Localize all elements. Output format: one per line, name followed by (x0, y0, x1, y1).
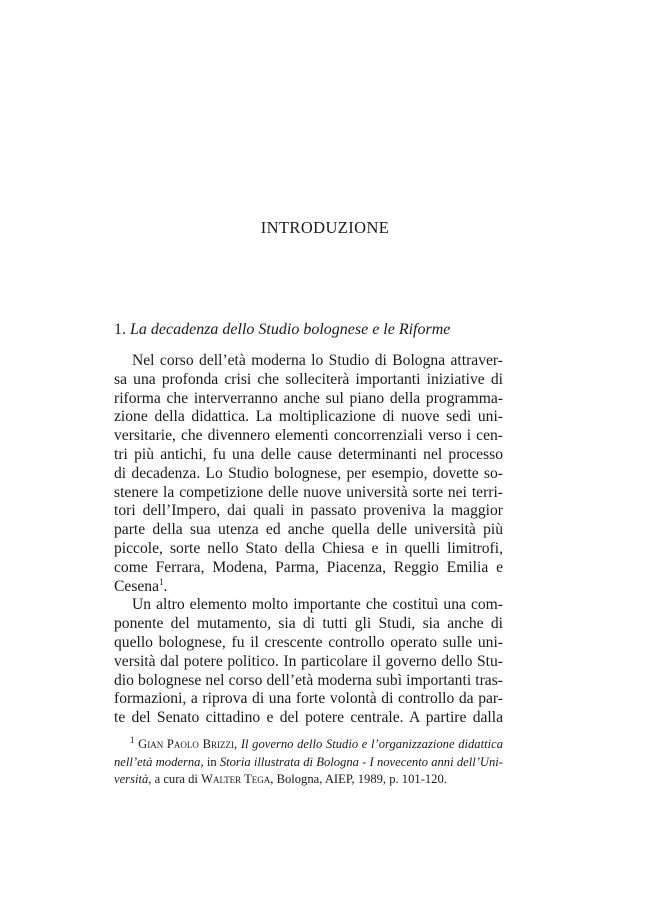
paragraph-2 (114, 596, 503, 728)
text-line: parte della sua utenza ed anche quella delle università più (114, 521, 503, 539)
footnote-title-cont: nell’età moderna (114, 754, 201, 769)
footnote-work-cont: versità (114, 772, 149, 787)
footnote-line (114, 771, 503, 789)
text-line: te del Senato cittadino e del potere centrale. A partire dalla (114, 709, 503, 727)
text-line: riforma che interverranno anche sul piano della programma- (114, 389, 503, 407)
footnote-line (114, 754, 503, 772)
footnote-editor: Walter Tega (201, 772, 271, 787)
footnote-line (114, 736, 503, 754)
text-line: Cesena$^1$. (114, 576, 168, 595)
footnote-editor-prefix: , a cura di (148, 772, 202, 787)
text-line: ponente del mutamento, sia di tutti gli Studi, sia anche di (114, 615, 503, 633)
text-line: stenere la competizione delle nuove università sorte nei terri- (114, 483, 503, 501)
footnote-author: Gian Paolo Brizzi, (138, 737, 238, 751)
section-heading (114, 321, 450, 339)
footnote (114, 736, 503, 789)
text-line: versità dal potere politico. In particolare il governo dello Stu- (114, 652, 503, 670)
footnote-number: 1 (130, 734, 135, 745)
text-line: formazioni, a riprova di una forte volontà di controllo da par- (114, 690, 503, 708)
section-title: La decadenza dello Studio bolognese e le Riforme (130, 321, 451, 338)
page-title: INTRODUZIONE (260, 218, 390, 237)
text-line: quello bolognese, fu il crescente controllo operato sulle uni- (114, 633, 503, 651)
section-number: 1. (114, 321, 126, 338)
text-line: come Ferrara, Modena, Parma, Piacenza, Reggio Emilia e (114, 558, 503, 576)
footnote-reference[interactable]: 1 (159, 576, 164, 587)
text-line: tri più antichi, fu una delle cause determinanti nel processo (114, 445, 503, 463)
last-line-text: Cesena (114, 577, 160, 595)
text-line: zione della didattica. La moltiplicazione di nuove sedi uni- (114, 408, 503, 426)
body-text (114, 352, 503, 728)
text-line: tori dell’Impero, dai quali in passato proveniva la maggior (114, 502, 503, 520)
text-line: piccole, sorte nello Stato della Chiesa e in quelli limitrofi, (114, 539, 503, 557)
footnote-publication: , Bologna, AIEP, 1989, p. 101-120. (270, 772, 447, 787)
footnote-work: Storia illustrata di Bologna - I novecento anni dell’Uni- (219, 754, 503, 769)
text-line: sa una profonda crisi che solleciterà importanti iniziative di (114, 370, 503, 388)
text-line: versitarie, che divennero elementi concorrenziali verso i cen- (114, 427, 503, 445)
footnote-title: Il governo dello Studio e l’organizzazione didattica (240, 737, 503, 751)
text-line: Nel corso dell’età moderna lo Studio di Bologna attraver- (132, 352, 503, 369)
paragraph-1 (114, 352, 503, 596)
text-line: Un altro elemento molto importante che costituì una com- (132, 596, 503, 614)
text-line: di decadenza. Lo Studio bolognese, per esempio, dovette so- (114, 464, 503, 482)
footnote-in: , in (200, 754, 220, 769)
text-line: dio bolognese nel corso dell’età moderna subì importanti tras- (114, 671, 503, 689)
